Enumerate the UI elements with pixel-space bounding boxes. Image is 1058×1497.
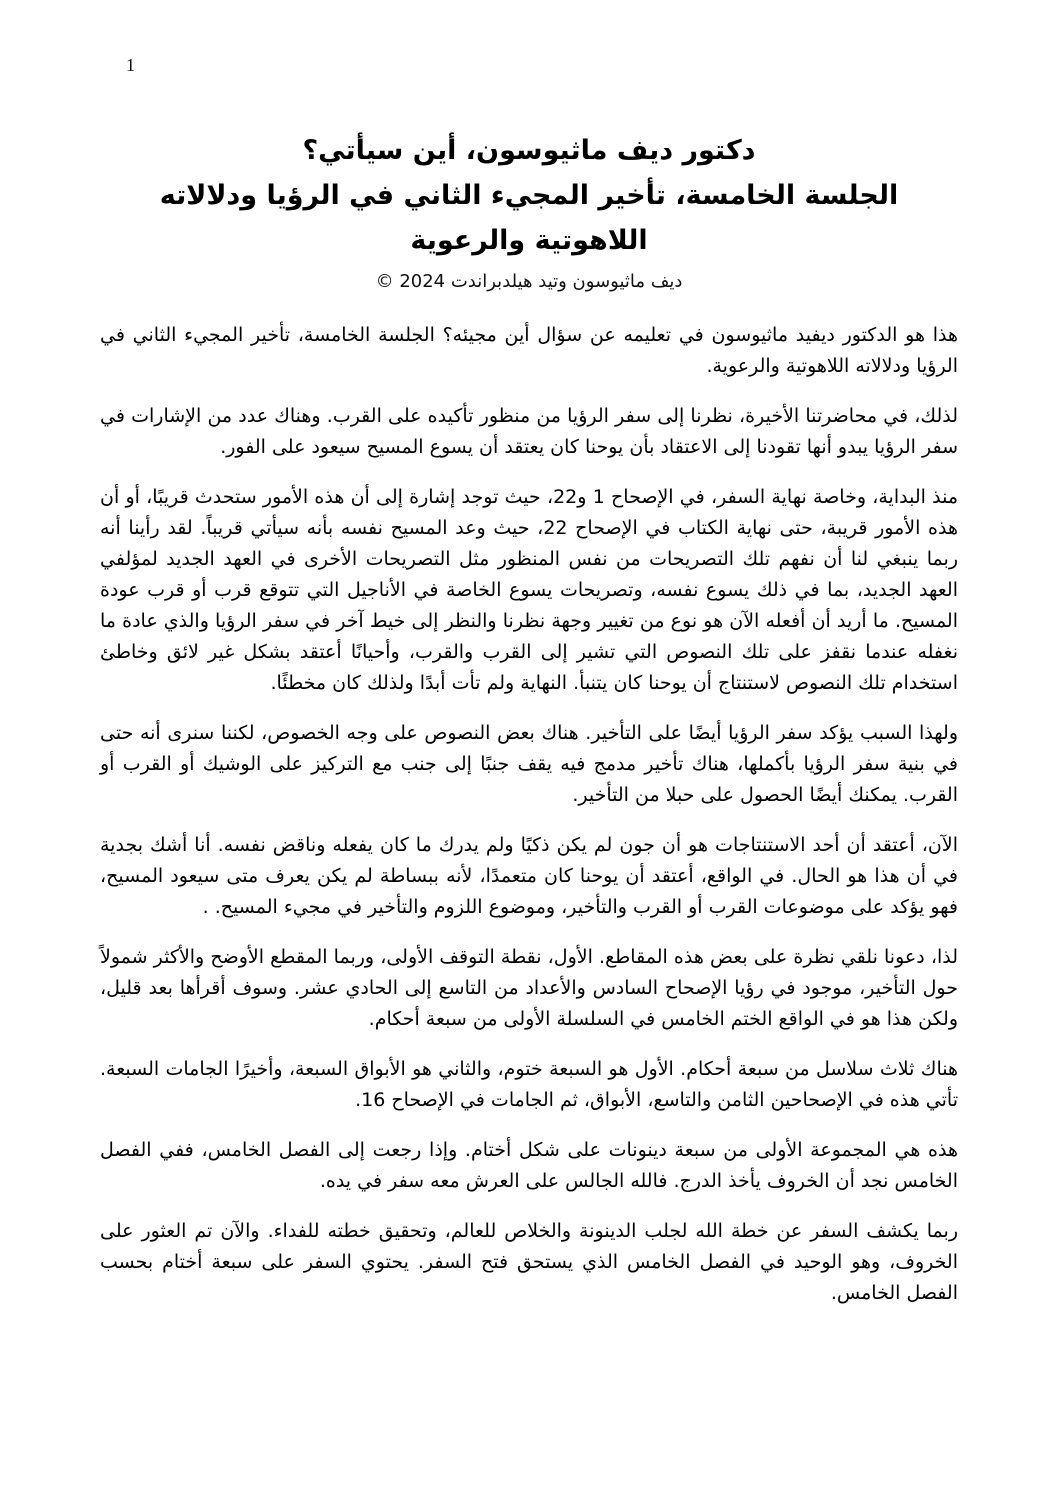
paragraph-5: الآن، أعتقد أن أحد الاستنتاجات هو أن جون لم يكن ذكيًا ولم يدرك ما كان يفعله وناقض نفسه. أنا أشك بجدية في أن هذا هو الحال. في الواقع، أعتقد أن يوحنا كان متعمدًا، لأنه ببساطة لم يكن يعرف متى سيعود المسيح، فهو يؤكد على موضوعات القرب أو القرب والتأخير، وموضوع اللزوم والتأخير في مجيء المسيح. .	[100, 834, 958, 918]
document-body	[100, 320, 958, 1309]
paragraph-7: هناك ثلاث سلاسل من سبعة أحكام. الأول هو السبعة ختوم، والثاني هو الأبواق السبعة، وأخيرًا الجامات السبعة. تأتي هذه في الإصحاحين الثامن والتاسع، الأبواق، ثم الجامات في الإصحاح 16.	[100, 1058, 958, 1111]
paragraph-4: ولهذا السبب يؤكد سفر الرؤيا أيضًا على التأخير. هناك بعض النصوص على وجه الخصوص، لكننا سنرى أنه حتى في بنية سفر الرؤيا بأكملها، هناك تأخير مدمج فيه يقف جنبًا إلى جنب مع التركيز على الوشيك أو القرب أو القرب. يمكنك أيضًا الحصول على حبلا من التأخير.	[100, 722, 958, 806]
paragraph-1: هذا هو الدكتور ديفيد ماثيوسون في تعليمه عن سؤال أين مجيئه؟ الجلسة الخامسة، تأخير المجيء الثاني في الرؤيا ودلالاته اللاهوتية والرعوية.	[100, 324, 958, 377]
paragraph-6: لذا، دعونا نلقي نظرة على بعض هذه المقاطع. الأول، نقطة التوقف الأولى، وربما المقطع الأوضح والأكثر شمولاً حول التأخير، موجود في رؤيا الإصحاح السادس والأعداد من التاسع إلى الحادي عشر. وسوف أقرأها بعد قليل، ولكن هذا هو في الواقع الختم الخامس في السلسلة الأولى من سبعة أحكام.	[100, 946, 958, 1030]
document-title	[0, 0, 1058, 263]
paragraph-2: لذلك، في محاضرتنا الأخيرة، نظرنا إلى سفر الرؤيا من منظور تأكيده على القرب. وهناك عدد من الإشارات في سفر الرؤيا يبدو أنها تقودنا إلى الاعتقاد بأن يوحنا كان يعتقد أن يسوع المسيح سيعود على الفور.	[100, 405, 958, 458]
title-line-3: اللاهوتية والرعوية	[410, 225, 648, 256]
paragraph-8: هذه هي المجموعة الأولى من سبعة دينونات على شكل أختام. وإذا رجعت إلى الفصل الخامس، ففي الفصل الخامس نجد أن الخروف يأخذ الدرج. فالله الجالس على العرش معه سفر في يده.	[100, 1139, 958, 1192]
page-number: 1	[126, 55, 135, 75]
copyright-line: ديف ماثيوسون وتيد هيلدبراندت 2024 ©	[375, 271, 683, 292]
paragraph-9: ربما يكشف السفر عن خطة الله لجلب الدينونة والخلاص للعالم، وتحقيق خطته للفداء. والآن تم العثور على الخروف، وهو الوحيد في الفصل الخامس الذي يستحق فتح السفر. يحتوي السفر على سبعة أختام بحسب الفصل الخامس.	[100, 1220, 958, 1304]
paragraph-3: منذ البداية، وخاصة نهاية السفر، في الإصحاح 1 و22، حيث توجد إشارة إلى أن هذه الأمور ستحدث قريبًا، أو أن هذه الأمور قريبة، حتى نهاية الكتاب في الإصحاح 22، حيث وعد المسيح نفسه بأنه سيأتي قريباً. لقد رأينا أنه ربما ينبغي لنا أن نفهم تلك التصريحات من نفس المنظور مثل التصريحات الأخرى في العهد الجديد لمؤلفي العهد الجديد، بما في ذلك يسوع نفسه، وتصريحات يسوع الخاصة في الأناجيل التي تتوقع قرب أو قرب عودة المسيح. ما أريد أن أفعله الآن هو نوع من تغيير وجهة نظرنا والنظر إلى خيط آخر في سفر الرؤيا والذي عادة ما نغفله عندما نقفز على تلك النصوص التي تشير إلى القرب والقرب، وأحيانًا أعتقد بشكل غير لائق وخاطئ استخدام تلك النصوص لاستنتاج أن يوحنا كان يتنبأ. النهاية ولم تأت أبدًا ولذلك كان مخطئًا.	[100, 486, 959, 694]
title-line-2: الجلسة الخامسة، تأخير المجيء الثاني في الرؤيا ودلالاته	[159, 180, 899, 211]
title-line-1: دكتور ديف ماثيوسون، أين سيأتي؟	[302, 135, 756, 166]
